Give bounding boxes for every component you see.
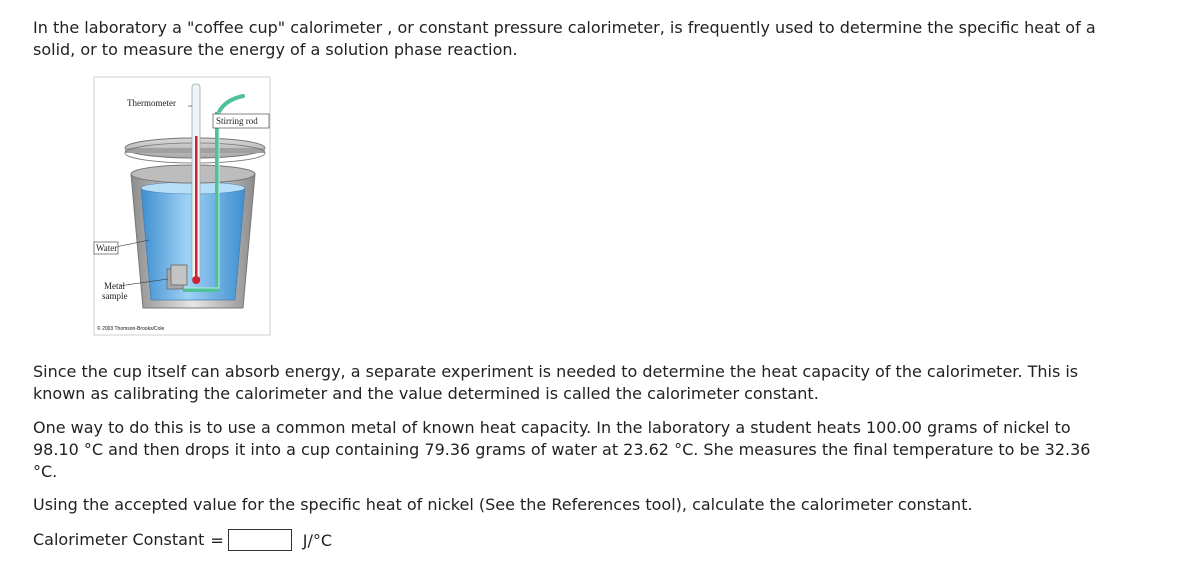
- figure-copyright: © 2003 Thomson-Brooks/Cole: [97, 326, 165, 332]
- label-stirring-rod: Stirring rod: [216, 116, 258, 126]
- calorimeter-constant-input[interactable]: [228, 529, 292, 551]
- equals-sign: =: [210, 530, 224, 550]
- thermometer-mercury: [195, 136, 198, 280]
- calorimeter-diagram: [93, 76, 273, 338]
- label-sample: sample: [102, 291, 128, 301]
- label-metal: Metal: [104, 281, 125, 291]
- calibration-paragraph: Since the cup itself can absorb energy, a separate experiment is needed to determine the heat capacity of the calorimeter. This is known as calibrating the calorimeter and the value determined is called the calorimeter constant.: [33, 362, 1079, 403]
- intro-paragraph: In the laboratory a "coffee cup" calorimeter , or constant pressure calorimeter, is frequently used to determine the specific heat of a solid, or to measure the energy of a solution phase reaction.: [33, 18, 1096, 59]
- answer-row: [33, 527, 332, 553]
- label-water: Water: [96, 243, 118, 253]
- unit-label: J/°C: [302, 530, 333, 550]
- calorimeter-figure: [93, 76, 273, 338]
- instruction-paragraph: Using the accepted value for the specific heat of nickel (See the References tool), calculate the calorimeter constant.: [33, 495, 973, 514]
- experiment-paragraph: One way to do this is to use a common metal of known heat capacity. In the laboratory a student heats 100.00 grams of nickel to 98.10 °C and then drops it into a cup containing 79.36 grams of water at 23.62 °C. She measures the final temperature to be 32.36 °C.: [33, 418, 1091, 481]
- label-thermometer: Thermometer: [127, 98, 176, 108]
- answer-label: Calorimeter Constant: [33, 530, 205, 549]
